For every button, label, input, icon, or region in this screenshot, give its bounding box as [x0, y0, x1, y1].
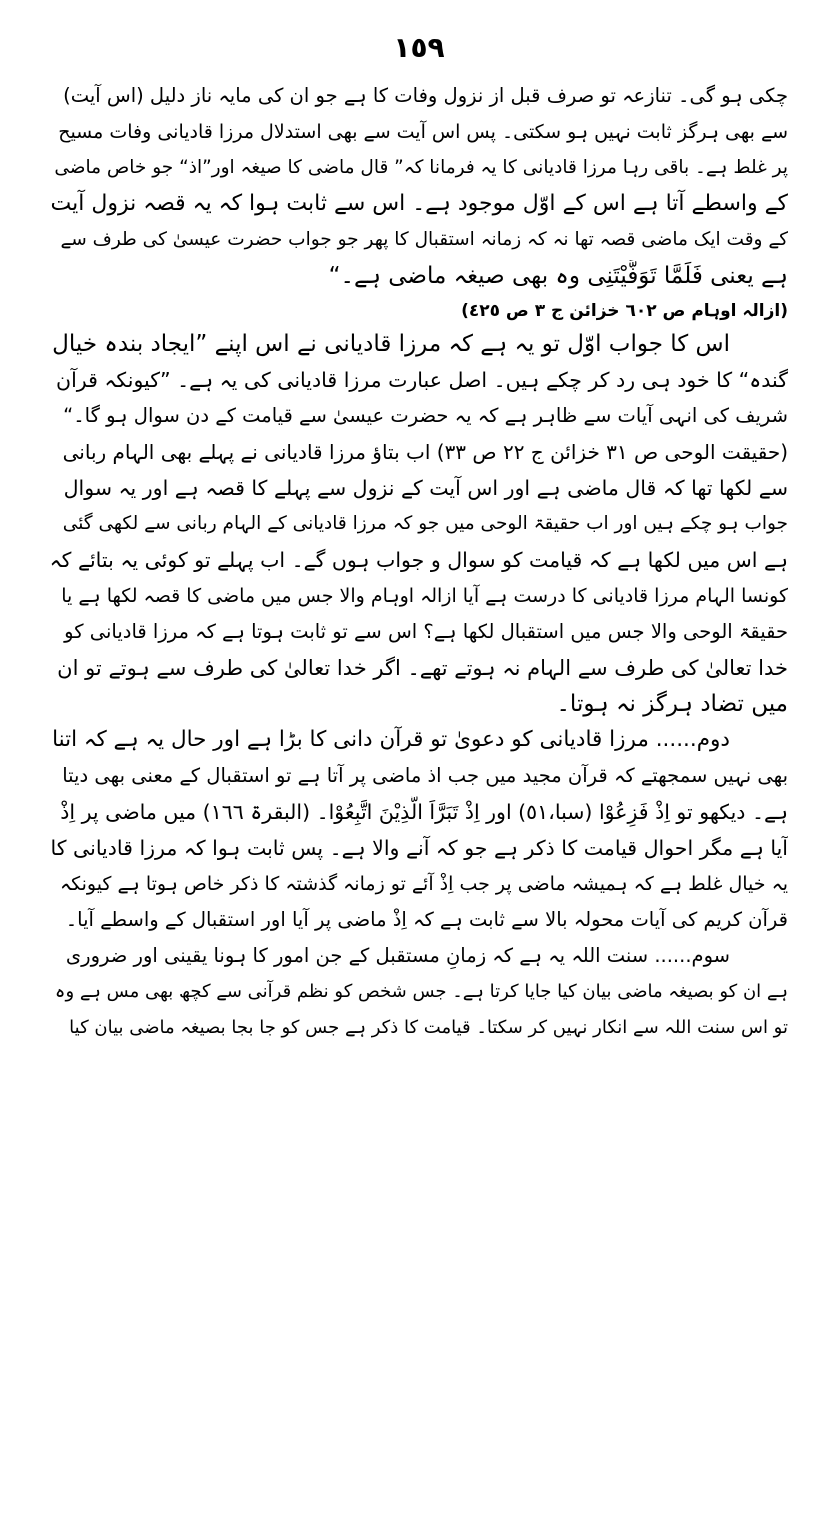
text-line: ہے ان کو بصیغہ ماضی بیان کیا جایا کرتا ہے۔ جس شخص کو نظم قرآنی سے کچھ بھی مس ہے وہ: [54, 981, 788, 1002]
text-line: ہے اس میں لکھا ہے کہ قیامت کو سوال و جواب ہوں گے۔ اب پہلے تو کوئی یہ بتائے کہ: [50, 548, 788, 572]
text-line: دوم...... مرزا قادیانی کو دعویٰ تو قرآن دانی کا بڑا ہے اور حال یہ ہے کہ اتنا: [52, 727, 730, 752]
paragraph-4: [50, 940, 788, 1048]
text-line: سے بھی ہرگز ثابت نہیں ہو سکتی۔ پس اس آیت سے بھی استدلال مرزا قادیانی وفات مسیح: [58, 121, 788, 143]
text-line: کے واسطے آتا ہے اس کے اوّل موجود ہے۔ اس سے ثابت ہوا کہ یہ قصہ نزول آیت: [50, 191, 788, 216]
paragraph-2: [50, 328, 788, 724]
text-line: یہ خیال غلط ہے کہ ہمیشہ ماضی پر جب اِذْ آئے تو زمانہ گذشتہ کا ذکر خاص ہوتا ہے کیونکہ: [59, 873, 788, 895]
text-line: خدا تعالیٰ کی طرف سے الہام نہ ہوتے تھے۔ اگر خدا تعالیٰ کی طرف سے ہوتے تو ان: [57, 656, 788, 680]
text-line: گندہ“ کا خود ہی رد کر چکے ہیں۔ اصل عبارت مرزا قادیانی کی یہ ہے۔ ”کیونکہ قرآن: [56, 368, 788, 392]
text-line: بھی نہیں سمجھتے کہ قرآن مجید میں جب اذ ماضی پر آتا ہے تو استقبال کے معنی بھی دیتا: [62, 764, 788, 787]
text-line: قرآن کریم کی آیات محولہ بالا سے ثابت ہے کہ اِذْ ماضی پر آیا اور استقبال کے واسطے آیا۔: [65, 908, 788, 931]
paragraph-1: [50, 80, 788, 296]
text-line: میں تضاد ہرگز نہ ہوتا۔: [556, 691, 788, 717]
text-line: ہے یعنی فَلَمَّا تَوَفَّیْتَنِی وہ بھی صیغہ ماضی ہے۔“: [328, 263, 788, 289]
text-line: حقیقۃ الوحی والا جس میں استقبال لکھا ہے؟ اس سے تو ثابت ہوتا ہے کہ مرزا قادیانی کو: [64, 620, 788, 643]
text-line: اس کا جواب اوّل تو یہ ہے کہ مرزا قادیانی نے اس اپنے ”ایجاد بندہ خیال: [52, 331, 730, 357]
text-line: (حقیقت الوحی ص ٣١ خزائن ج ٢٢ ص ٣٣) اب بتاؤ مرزا قادیانی نے پہلے بھی الہام ربانی: [62, 440, 788, 464]
text-line: کونسا الہام مرزا قادیانی کا درست ہے آیا ازالہ اوہام والا جس میں ماضی کا قصہ لکھا ہے یا: [61, 585, 788, 607]
text-line: سے لکھا تھا کہ قال ماضی ہے اور اس آیت کے نزول سے پہلے کا قصہ ہے اور یہ سوال: [63, 476, 788, 500]
text-line: کے وقت ایک ماضی قصہ تھا نہ کہ زمانہ استقبال کا پھر جو جواب حضرت عیسیٰ کی طرف سے: [60, 229, 788, 250]
text-line: پر غلط ہے۔ باقی رہا مرزا قادیانی کا یہ فرمانا کہ” قال ماضی کا صیغہ اور”اذ“ جو خاص ماضی: [54, 157, 788, 178]
text-line: ہے۔ دیکھو تو اِذْ فَزِعُوْا (سبا،٥١) اور اِذْ تَبَرَّاَ الَّذِیْنَ اتَّبِعُوْا۔ (البقرۃ ١٦٦) میں ماضی پر اِذْ: [60, 800, 788, 824]
text-line: تو اس سنت اللہ سے انکار نہیں کر سکتا۔ قیامت کا ذکر ہے جس کو جا بجا بصیغہ ماضی بیان کیا: [69, 1017, 788, 1038]
text-line: چکی ہو گی۔ تنازعہ تو صرف قبل از نزول وفات کا ہے جو ان کی مایہ ناز دلیل (اس آیت): [63, 84, 788, 107]
text-line: سوم...... سنت اللہ یہ ہے کہ زمانِ مستقبل کے جن امور کا ہونا یقینی اور ضروری: [65, 944, 730, 967]
citation: (ازالہ اوہام ص ٦٠٢ خزائن ج ٣ ص ٤٢٥): [461, 301, 788, 321]
text-line: جواب ہو چکے ہیں اور اب حقیقۃ الوحی میں جو کہ مرزا قادیانی کے الہام ربانی سے لکھی گئی: [62, 513, 788, 534]
text-line: شریف کی انہی آیات سے ظاہر ہے کہ یہ حضرت عیسیٰ سے قیامت کے دن سوال ہو گا۔“: [63, 404, 788, 427]
text-line: آیا ہے مگر احوال قیامت کا ذکر ہے جو کہ آنے والا ہے۔ پس ثابت ہوا کہ مرزا قادیانی کا: [50, 836, 788, 860]
page-number: ١٥٩: [393, 31, 445, 64]
paragraph-3: [50, 724, 788, 940]
